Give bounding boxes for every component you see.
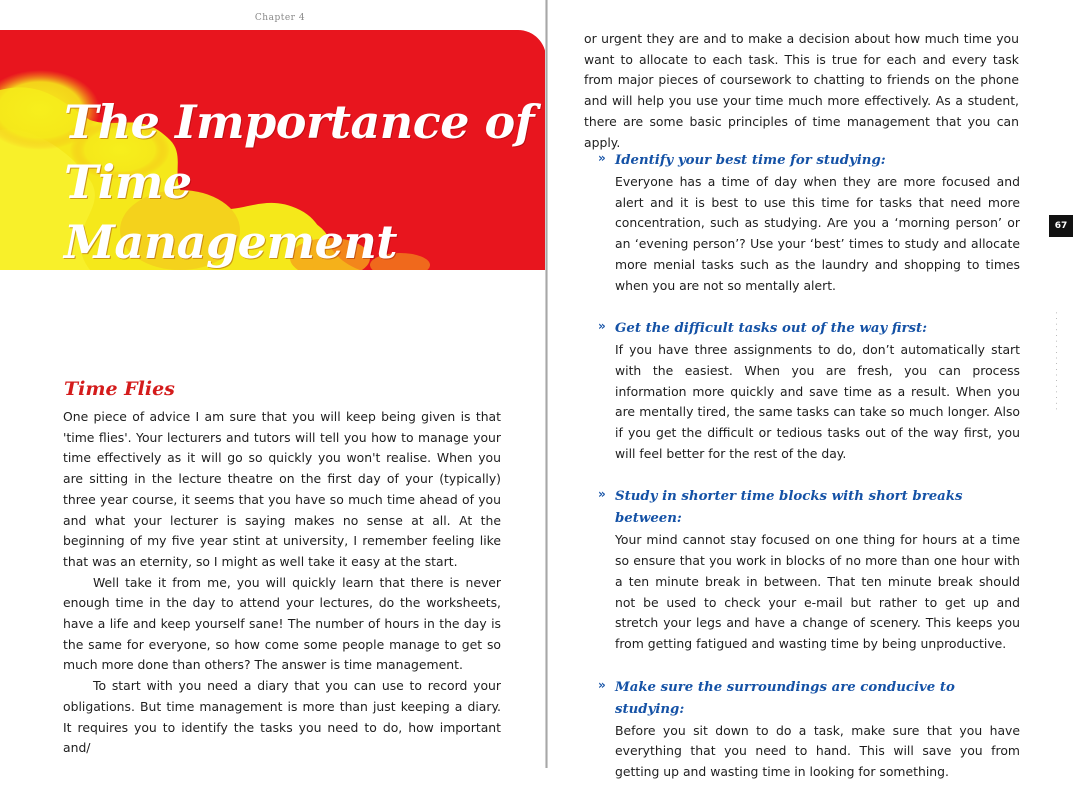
- left-page: [0, 0, 546, 768]
- tip-heading: Make sure the surroundings are conducive to studying:: [615, 679, 955, 717]
- bullet-icon: »: [598, 319, 606, 334]
- chapter-label: Chapter 4: [254, 13, 306, 23]
- tip-list: [598, 150, 1020, 805]
- tip-item: [598, 486, 1020, 654]
- paragraph: or urgent they are and to make a decision about how much time you want to allocate to each task. This is true for each and every task from major pieces of coursework to chatting to friends on the phone and will help you use your time much more effectively. As a student, there are some basic principles of time management that you can apply.: [584, 31, 1019, 150]
- running-head-decoration: · · · · · · · · · · · · · · · · · ·: [1053, 311, 1061, 410]
- tip-text: Your mind cannot stay focused on one thing for hours at a time so ensure that you work in blocks of no more than one hour with a ten minute break in between. That ten minute break should not be used to check your e-mail but rather to get up and stretch your legs and have a change of scenery. This keeps you from getting fatigued and wasting time by being unproductive.: [615, 532, 1020, 651]
- chapter-title: The Importance of Time Management: [64, 95, 534, 269]
- tip-text: Everyone has a time of day when they are more focused and alert and it is best to use this time for tasks that need more concentration, such as studying. Are you a ‘morning person’ or an ‘evening person’? Use your ‘best’ times to study and allocate more menial tasks such as the laundry and shopping to times when you are not so mentally alert.: [615, 174, 1020, 293]
- tip-text: If you have three assignments to do, don’t automatically start with the easiest. When you are fresh, you can process information more quickly and save time as a result. When you are mentally tired, the same tasks can take so much longer. Also if you get the difficult or tedious tasks out of the way first, you will feel better for the rest of the day.: [615, 342, 1020, 461]
- section-heading: Time Flies: [64, 378, 175, 400]
- paragraph: Well take it from me, you will quickly learn that there is never enough time in the day to attend your lectures, do the worksheets, have a life and keep yourself sane! The number of hours in the day is the same for everyone, so how come some people manage to get so much more done than others? The answer is time management.: [63, 574, 501, 673]
- bullet-icon: »: [598, 677, 606, 692]
- paragraph: One piece of advice I am sure that you will keep being given is that 'time flies'. Your lecturers and tutors will tell you how to manage your time effectively as it will go so quickly you won't realise. When you are sitting in the lecture theatre on the first day of your (typically) three year course, it seems that you have so much time ahead of you and what your lecturer is saying makes no sense at all. At the beginning of my five year stint at university, I remember feeling like that was an eternity, so I might as well take it easy at the start.: [63, 409, 501, 569]
- tip-heading: Study in shorter time blocks with short breaks between:: [615, 489, 963, 527]
- page-number: 67: [1049, 215, 1073, 237]
- tip-heading: Identify your best time for studying:: [615, 153, 886, 168]
- bullet-icon: »: [598, 151, 606, 165]
- left-body-text: [63, 407, 501, 759]
- tip-item: [598, 318, 1020, 464]
- tip-heading: Get the difficult tasks out of the way first:: [615, 321, 928, 337]
- tip-item: [598, 677, 1020, 783]
- intro-paragraph: [584, 29, 1019, 153]
- tip-text: Before you sit down to do a task, make sure that you have everything that you need to hand. This will save you from getting up and wasting time in looking for something.: [615, 722, 1020, 780]
- tip-item: [598, 150, 1020, 296]
- bullet-icon: »: [598, 487, 606, 502]
- paragraph: To start with you need a diary that you can use to record your obligations. But time management is more than just keeping a diary. It requires you to identify the tasks you need to do, how important and/: [63, 678, 501, 756]
